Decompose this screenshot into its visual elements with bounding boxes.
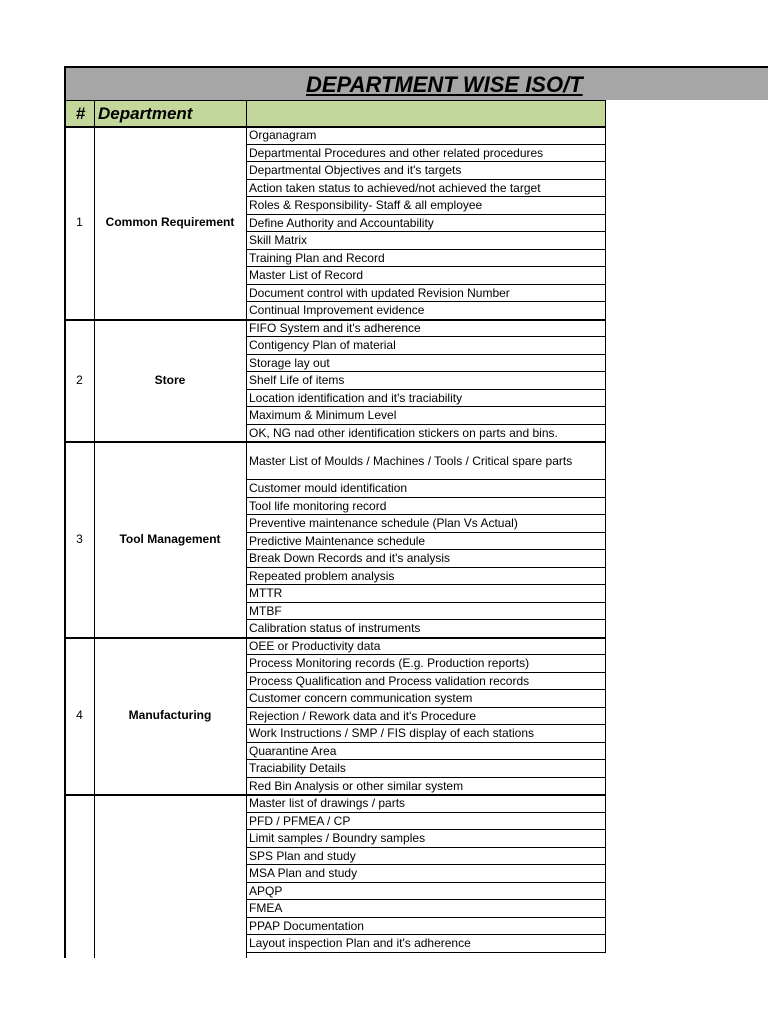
checklist-item: Work Instructions / SMP / FIS display of each stations (246, 725, 606, 743)
checklist-item: OEE or Productivity data (246, 638, 606, 656)
section-department: Store (154, 372, 186, 387)
checklist-item: SPS Plan and study (246, 848, 606, 866)
checklist-item: Process Monitoring records (E.g. Production reports) (246, 655, 606, 673)
column-divider (94, 795, 95, 958)
column-divider (246, 127, 247, 320)
page-title: DEPARTMENT WISE ISO/T (306, 72, 583, 97)
checklist-item: Roles & Responsibility- Staff & all employee (246, 197, 606, 215)
checklist-item: Maximum & Minimum Level (246, 407, 606, 425)
checklist-item: APQP (246, 883, 606, 901)
checklist-item: Contigency Plan of material (246, 337, 606, 355)
checklist-item: Layout inspection Plan and it's adherence (246, 935, 606, 953)
checklist-item: OK, NG nad other identification stickers on parts and bins. (246, 425, 606, 443)
checklist-item: Predictive Maintenance schedule (246, 533, 606, 551)
column-divider (246, 638, 247, 796)
column-divider (246, 442, 247, 638)
section-department: Common Requirement (105, 215, 235, 230)
checklist-item: Continual Improvement evidence (246, 302, 606, 320)
checklist-item: Storage lay out (246, 355, 606, 373)
section-divider (64, 441, 606, 443)
checklist-item: Process Qualification and Process validation records (246, 673, 606, 691)
section-number: 3 (76, 531, 83, 546)
header-number: # (75, 104, 86, 123)
checklist-item: Rejection / Rework data and it's Procedure (246, 708, 606, 726)
checklist-item: Break Down Records and it's analysis (246, 550, 606, 568)
checklist-item: MSA Plan and study (246, 865, 606, 883)
checklist-item: Master List of Record (246, 267, 606, 285)
column-divider (64, 795, 66, 958)
section-number: 4 (76, 708, 83, 723)
column-divider (246, 320, 247, 443)
header-divider (246, 101, 247, 126)
checklist-item: Define Authority and Accountability (246, 215, 606, 233)
checklist-item: Organagram (246, 127, 606, 145)
checklist-item: Customer mould identification (246, 480, 606, 498)
checklist-item: MTBF (246, 603, 606, 621)
section-number: 2 (76, 372, 83, 387)
checklist-item: Repeated problem analysis (246, 568, 606, 586)
checklist-item: Master list of drawings / parts (246, 795, 606, 813)
section-divider (64, 637, 606, 639)
header-department: Department (98, 104, 193, 123)
checklist-item: MTTR (246, 585, 606, 603)
checklist-item: Limit samples / Boundry samples (246, 830, 606, 848)
checklist-item: FMEA (246, 900, 606, 918)
section-department: Tool Management (119, 531, 221, 546)
checklist-item: PFD / PFMEA / CP (246, 813, 606, 831)
checklist-item: Location identification and it's traciability (246, 390, 606, 408)
section-number: 1 (76, 215, 83, 230)
checklist-item: Document control with updated Revision Number (246, 285, 606, 303)
checklist-item: Master List of Moulds / Machines / Tools / Critical spare parts (246, 442, 606, 480)
checklist-item: Preventive maintenance schedule (Plan Vs Actual) (246, 515, 606, 533)
checklist-item: Skill Matrix (246, 232, 606, 250)
section-divider (64, 794, 606, 796)
table-header-row (64, 100, 606, 127)
column-divider (246, 795, 247, 958)
checklist-item: Tool life monitoring record (246, 498, 606, 516)
checklist-item: Quarantine Area (246, 743, 606, 761)
checklist-item: PPAP Documentation (246, 918, 606, 936)
checklist-item: Traciability Details (246, 760, 606, 778)
checklist-item: Red Bin Analysis or other similar system (246, 778, 606, 796)
checklist-item: Customer concern communication system (246, 690, 606, 708)
checklist-item: Shelf Life of items (246, 372, 606, 390)
checklist-item: Training Plan and Record (246, 250, 606, 268)
checklist-item: Departmental Procedures and other related procedures (246, 145, 606, 163)
section-divider (64, 319, 606, 321)
checklist-item: Departmental Objectives and it's targets (246, 162, 606, 180)
checklist-item: FIFO System and it's adherence (246, 320, 606, 338)
section-divider (64, 126, 606, 128)
title-bar (64, 66, 768, 100)
checklist-item: Calibration status of instruments (246, 620, 606, 638)
section-department: Manufacturing (128, 708, 212, 723)
header-divider (94, 101, 95, 126)
checklist-item: Action taken status to achieved/not achieved the target (246, 180, 606, 198)
